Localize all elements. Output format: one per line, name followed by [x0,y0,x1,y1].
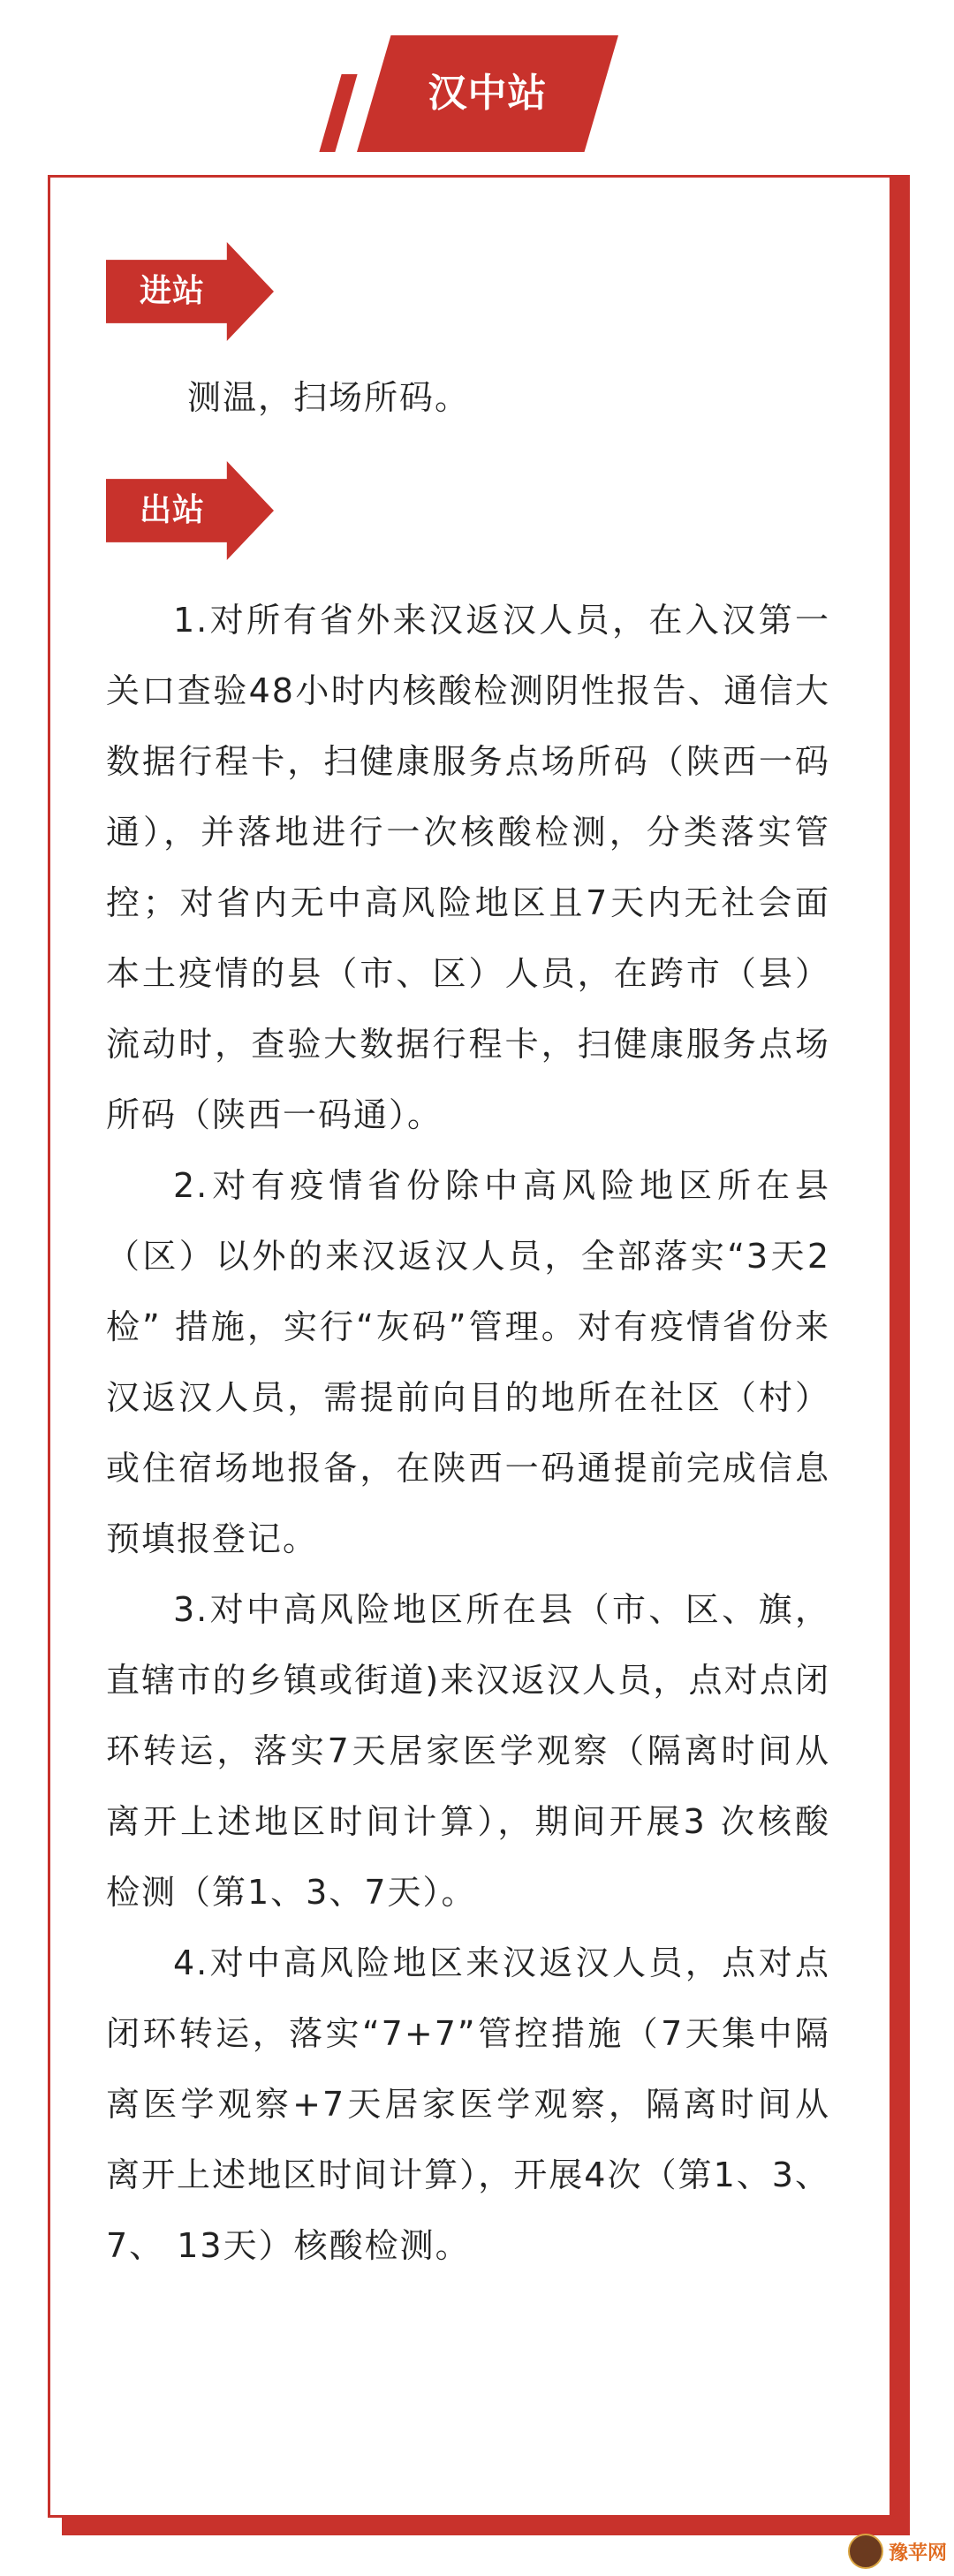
page-title: 汉中站 [428,71,548,116]
watermark-logo-icon [848,2534,883,2569]
section-label-entry [106,242,274,341]
exit-rule-paragraph: 1.对所有省外来汉返汉人员，在入汉第一关口查验48小时内核酸检测阴性报告、通信大数据行程卡，扫健康服务点场所码（陕西一码通），并落地进行一次核酸检测，分类落实管控；对省内无中高风险地区且7天内无社会面本土疫情的县（市、区）人员，在跨市（县）流动时，查验大数据行程卡，扫健康服务点场所码（陕西一码通）。 [106,601,830,1134]
exit-rule-paragraph: 3.对中高风险地区所在县（市、区、旗，直辖市的乡镇或街道)来汉返汉人员，点对点闭环转运，落实7天居家医学观察（隔离时间从离开上述地区时间计算），期间开展3 次核酸检测（第1、3、7天）。 [106,1590,830,1912]
section-label-exit-text: 出站 [139,492,205,528]
watermark-text: 豫苹网 [888,2542,947,2565]
watermark [848,2534,947,2569]
section-label-entry-text: 进站 [139,273,205,309]
title-slash-decoration [319,74,357,152]
title-header [0,0,954,177]
card-shadow-right [892,175,910,2535]
entry-instruction: 测温，扫场所码。 [187,378,471,417]
exit-rule-paragraph: 2.对有疫情省份除中高风险地区所在县（区）以外的来汉返汉人员，全部落实“3天2检” 措施，实行“灰码”管理。对有疫情省份来汉返汉人员，需提前向目的地所在社区（村）或住宿场地报备，在陕西一码通提前完成信息预填报登记。 [106,1166,830,1558]
exit-rules [106,585,830,2281]
exit-rule-paragraph: 4.对中高风险地区来汉返汉人员，点对点闭环转运，落实“7+7”管控措施（7天集中隔离医学观察+7天居家医学观察，隔离时间从离开上述地区时间计算），开展4次（第1、3、7、 13天）核酸检测。 [106,1943,830,2265]
section-label-exit [106,461,274,560]
card-shadow-bottom [62,2518,910,2535]
